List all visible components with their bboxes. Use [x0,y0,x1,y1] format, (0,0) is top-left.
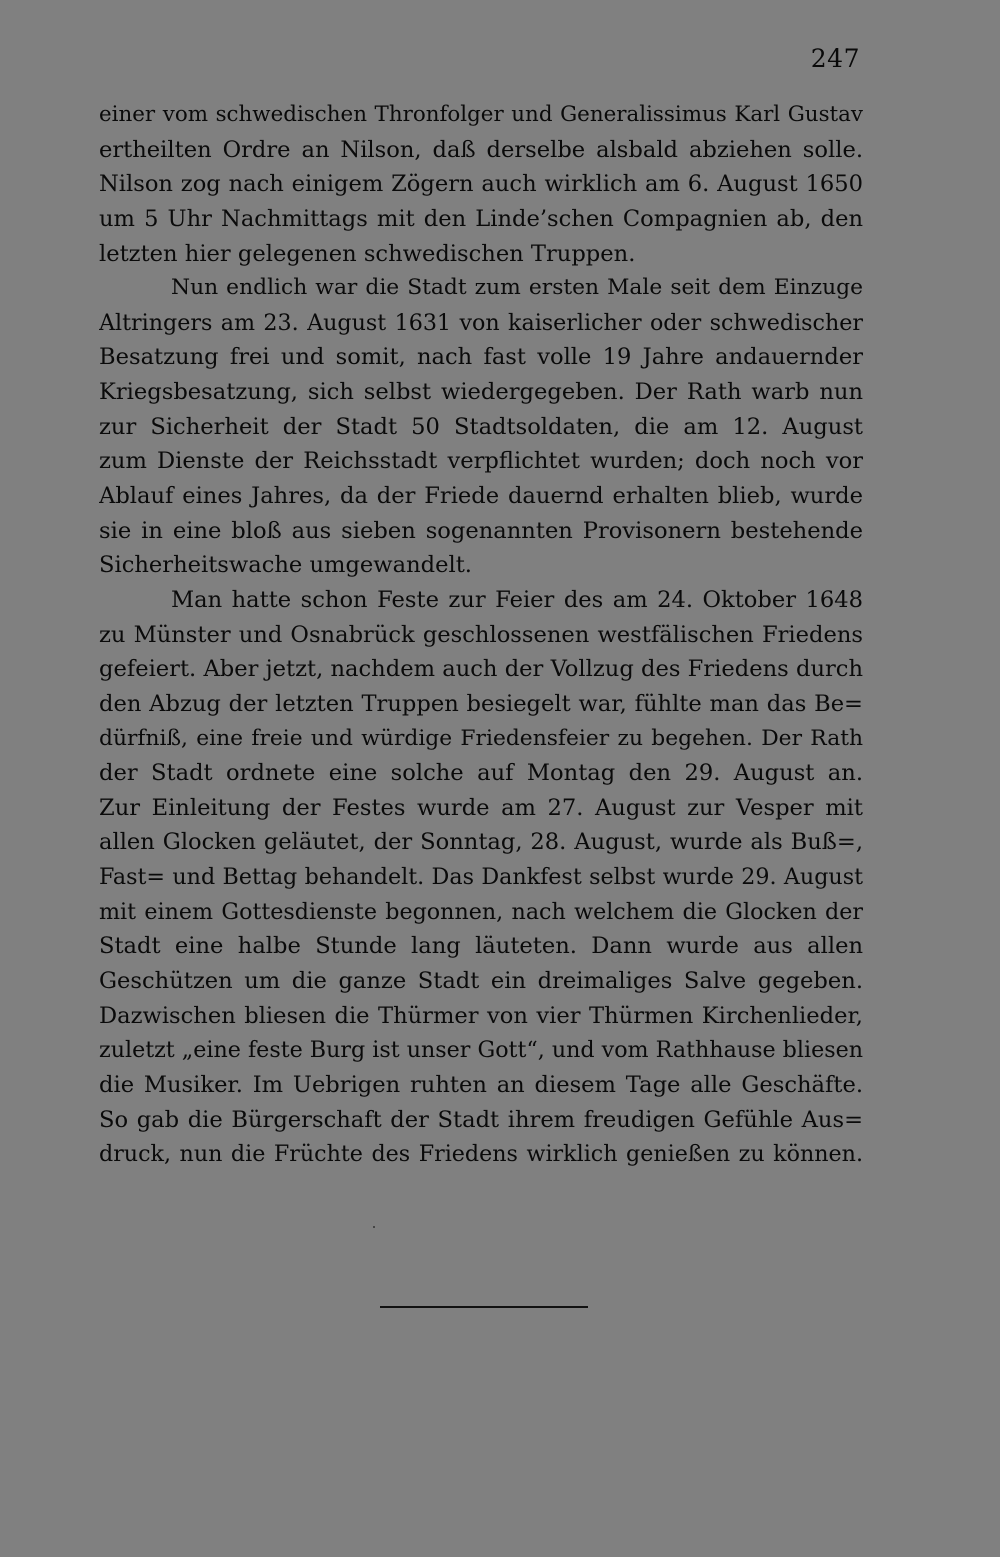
text-line: den Abzug der letzten Truppen besiegelt war, fühlte man das Be= [99,690,863,717]
text-line: Man hatte schon Feste zur Feier des am 24. Oktober 1648 [171,586,863,613]
end-rule [380,1306,588,1308]
text-line: Besatzung frei und somit, nach fast volle 19 Jahre andauernder [99,344,863,371]
print-speck [373,1226,375,1228]
text-line: zuletzt „eine feste Burg ist unser Gott“, und vom Rathhause bliesen [99,1037,863,1064]
text-line: Sicherheitswache umgewandelt. [99,552,472,579]
text-line: zu Münster und Osnabrück geschlossenen westfälischen Friedens [99,621,863,648]
text-line: der Stadt ordnete eine solche auf Montag den 29. August an. [99,760,863,787]
text-line: Altringers am 23. August 1631 von kaiserlicher oder schwedischer [99,309,863,336]
text-line: zum Dienste der Reichsstadt verpflichtet wurden; doch noch vor [99,448,863,475]
text-line: Geschützen um die ganze Stadt ein dreimaliges Salve gegeben. [99,968,863,995]
text-line: druck, nun die Früchte des Friedens wirklich genießen zu können. [99,1141,863,1168]
text-line: dürfniß, eine freie und würdige Friedensfeier zu begehen. Der Rath [99,725,863,751]
text-line: Fast= und Bettag behandelt. Das Dankfest selbst wurde 29. August [99,864,863,891]
text-line: Zur Einleitung der Festes wurde am 27. August zur Vesper mit [99,794,863,821]
text-line: mit einem Gottesdienste begonnen, nach welchem die Glocken der [99,898,863,925]
text-line: einer vom schwedischen Thronfolger und Generalissimus Karl Gustav [99,102,863,127]
text-line: Dazwischen bliesen die Thürmer von vier Thürmen Kirchenlieder, [99,1002,863,1029]
page-number: 247 [810,44,860,73]
text-line: zur Sicherheit der Stadt 50 Stadtsoldaten, die am 12. August [99,413,863,440]
text-line: Stadt eine halbe Stunde lang läuteten. Dann wurde aus allen [99,933,863,960]
text-line: sie in eine bloß aus sieben sogenannten Provisonern bestehende [99,517,863,544]
text-line: So gab die Bürgerschaft der Stadt ihrem freudigen Gefühle Aus= [99,1106,863,1133]
text-line: Kriegsbesatzung, sich selbst wiedergegeben. Der Rath warb nun [99,379,863,406]
text-line: Nun endlich war die Stadt zum ersten Male seit dem Einzuge [171,275,863,301]
text-line: Ablauf eines Jahres, da der Friede dauernd erhalten blieb, wurde [99,483,863,510]
text-line: ertheilten Ordre an Nilson, daß derselbe alsbald abziehen solle. [99,136,863,163]
body-text [99,98,863,1172]
text-line: gefeiert. Aber jetzt, nachdem auch der Vollzug des Friedens durch [99,656,863,683]
text-line: Nilson zog nach einigem Zögern auch wirklich am 6. August 1650 [99,171,863,198]
text-line: allen Glocken geläutet, der Sonntag, 28. August, wurde als Buß=, [99,829,863,856]
text-line: die Musiker. Im Uebrigen ruhten an diesem Tage alle Geschäfte. [99,1071,863,1098]
text-line: letzten hier gelegenen schwedischen Truppen. [99,240,636,267]
text-line: um 5 Uhr Nachmittags mit den Linde’schen Compagnien ab, den [99,205,863,232]
